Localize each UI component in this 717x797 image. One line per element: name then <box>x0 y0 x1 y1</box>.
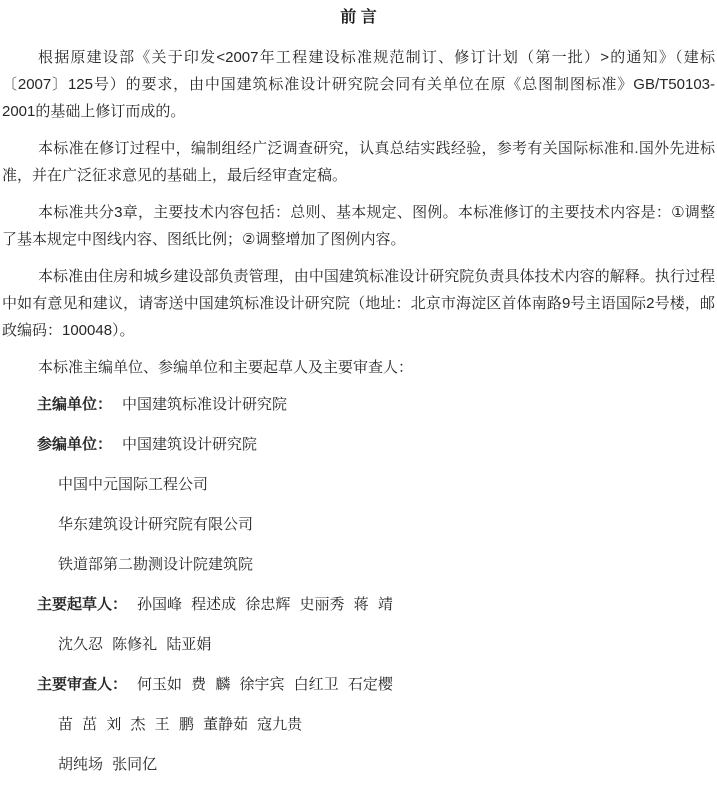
page-title: 前 言 <box>340 9 377 26</box>
credit-text: 沈久忍 陈修礼 陆亚娟 <box>58 636 212 653</box>
credit-row-names <box>2 631 715 658</box>
credit-row-chief-editor-unit <box>2 391 715 418</box>
credit-text: 中国建筑设计研究院 <box>122 436 258 453</box>
credit-row-main-reviewers <box>2 671 715 698</box>
credit-label: 主编单位： <box>37 396 113 413</box>
credit-text: 中国建筑标准设计研究院 <box>122 396 288 413</box>
credit-row-unit <box>2 511 715 538</box>
credit-text: 何玉如 费 麟 徐宇宾 白红卫 石定樱 <box>137 676 393 693</box>
credit-label: 主要起草人： <box>37 596 128 613</box>
credit-text: 华东建筑设计研究院有限公司 <box>58 516 254 533</box>
credit-label: 参编单位： <box>37 436 113 453</box>
paragraph-credits-lead: 本标准主编单位、参编单位和主要起草人及主要审查人： <box>38 359 414 376</box>
credit-row-names <box>2 751 715 778</box>
paragraph-revision-process: 本标准在修订过程中，编制组经广泛调查研究，认真总结实践经验，参考有关国际标准和.国外先进标准，并在广泛征求意见的基础上，最后经审查定稿。 <box>2 140 715 184</box>
credit-label: 主要审查人： <box>37 676 128 693</box>
paragraph-management: 本标准由住房和城乡建设部负责管理，由中国建筑标准设计研究院负责具体技术内容的解释。执行过程中如有意见和建议，请寄送中国建筑标准设计研究院（地址：北京市海淀区首体南路9号主语国际2号楼，邮政编码：100048）。 <box>2 268 715 339</box>
paragraph-contents: 本标准共分3章，主要技术内容包括：总则、基本规定、图例。本标准修订的主要技术内容是：①调整了基本规定中图线内容、图纸比例；②调整增加了图例内容。 <box>2 204 715 248</box>
credit-text: 苗 茁 刘 杰 王 鹏 董静茹 寇九贵 <box>58 716 303 733</box>
credit-row-unit <box>2 551 715 578</box>
credit-text: 孙国峰 程述成 徐忠辉 史丽秀 蒋 靖 <box>137 596 393 613</box>
paragraph-intro: 根据原建设部《关于印发<2007年工程建设标准规范制订、修订计划（第一批）>的通知》（建标〔2007〕125号）的要求，由中国建筑标准设计研究院会同有关单位在原《总图制图标准》GB/T50103-2001的基础上修订而成的。 <box>2 49 715 120</box>
credit-text: 胡纯场 张同亿 <box>58 756 158 773</box>
credit-row-participating-unit <box>2 431 715 458</box>
credit-row-main-drafters <box>2 591 715 618</box>
credit-text: 中国中元国际工程公司 <box>58 476 209 493</box>
credits-section <box>2 391 715 778</box>
credit-text: 铁道部第二勘测设计院建筑院 <box>58 556 254 573</box>
credit-row-unit <box>2 471 715 498</box>
credit-row-names <box>2 711 715 738</box>
